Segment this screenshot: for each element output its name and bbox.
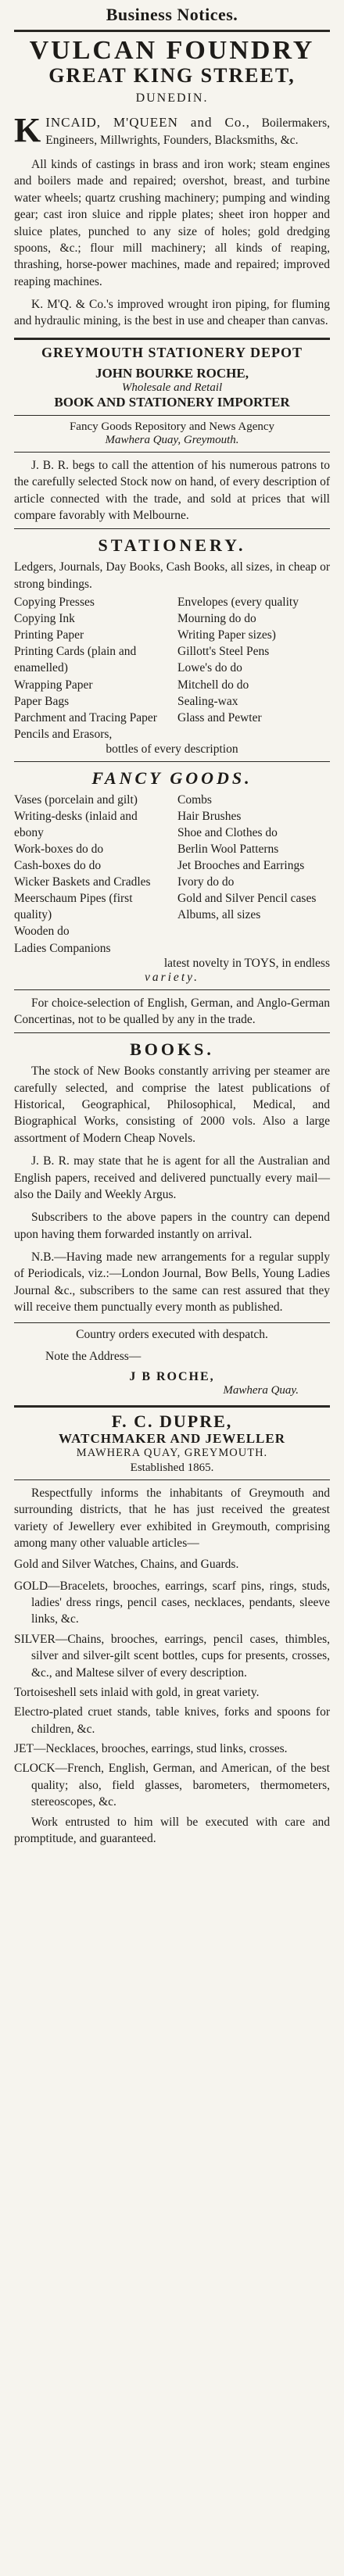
ad-city: DUNEDIN. — [135, 91, 209, 106]
ad-street: GREAT KING STREET, — [48, 63, 296, 87]
jet-items: JET—Necklaces, brooches, earrings, stud links, crosses. — [14, 1742, 288, 1756]
tortoiseshell-items: Tortoiseshell sets inlaid with gold, in great variety. — [14, 1685, 260, 1699]
stationery-list — [14, 594, 330, 742]
intro-paragraph — [14, 113, 330, 148]
established-line: Established 1865. — [130, 1461, 214, 1474]
signature: J B ROCHE, — [129, 1369, 215, 1383]
divider — [14, 452, 330, 453]
books-heading: BOOKS. — [130, 1039, 214, 1060]
stationery-lead: Ledgers, Journals, Day Books, Cash Books, all sizes, in cheap or strong bindings. — [14, 560, 330, 591]
divider — [14, 1032, 330, 1033]
divider — [14, 528, 330, 529]
toys-line: latest novelty in TOYS, in endless — [163, 956, 330, 970]
section-masthead: Business Notices. — [106, 5, 238, 24]
address-note: Note the Address— — [45, 1349, 142, 1363]
services-paragraph: All kinds of castings in brass and iron work; steam engines and boilers made and repaired; overshot, breast, and turbine water wheels; quartz crushing machinery; pumping and winding gear; cast iron sluice and ripple plates; sheet iron hopper and sluice plates, punched to any size of holes; gold dredging spoons, &c.; flour mill machinery; all kinds of reaping, thrashing, horse-power machines, made and repaired; improved reaping machines. — [14, 158, 330, 288]
signature-place: Mawhera Quay. — [223, 1383, 299, 1397]
gold-items: GOLD—Bracelets, brooches, earrings, scarf pins, rings, studs, ladies' dress rings, pencil cases, necklaces, pendants, sleeve links, &c. — [14, 1579, 330, 1626]
ad-title: GREYMOUTH STATIONERY DEPOT — [41, 344, 303, 360]
ad-title: VULCAN FOUNDRY — [29, 36, 315, 65]
intro-paragraph: J. B. R. begs to call the attention of his numerous patrons to the carefully selected Stock now on hand, of every description of article connected with the trade, and sold at prices that will compare favorably with Melbourne. — [14, 458, 330, 522]
proprietor-name: JOHN BOURKE ROCHE, — [95, 365, 249, 381]
business-title: WATCHMAKER AND JEWELLER — [59, 1430, 285, 1446]
divider — [14, 415, 330, 416]
fancy-goods-heading: FANCY GOODS. — [91, 767, 253, 788]
divider — [14, 989, 330, 990]
address-line: Mawhera Quay, Greymouth. — [105, 433, 239, 446]
divider — [14, 338, 330, 340]
divider — [14, 1479, 330, 1480]
intro-paragraph: Respectfully informs the inhabitants of Greymouth and surrounding districts, that he has just received the greatest variety of Jewellery ever exhibited in Greymouth, comprising among many other valuable articles— — [14, 1486, 330, 1550]
stationery-list-right: Envelopes (every quality Mourning do do Writing Paper sizes) Gillott's Steel Pens Lowe's do do Mitchell do do Sealing-wax Glass and Pewter — [177, 596, 299, 724]
silver-items: SILVER—Chains, brooches, earrings, pencil cases, thimbles, silver and silver-gilt scent bottles, cups for presents, crosses, &c., and Maltese silver of every description. — [14, 1632, 330, 1680]
divider — [14, 30, 330, 32]
repository-line: Fancy Goods Repository and News Agency — [69, 420, 275, 433]
stationery-depot-ad — [14, 345, 330, 1397]
toys-variety: variety. — [144, 970, 200, 984]
clock-items: CLOCK—French, English, German, and American, of the best quality; also, field glasses, barometers, thermometers, stereoscopes, &c. — [14, 1762, 330, 1809]
watches-line: Gold and Silver Watches, Chains, and Guards. — [14, 1558, 239, 1572]
trade-type: Wholesale and Retail — [121, 381, 223, 394]
drop-cap: K — [14, 111, 41, 150]
firm-trades: Boilermakers, Engineers, Millwrights, Founders, Blacksmiths, &c. — [45, 116, 331, 147]
stationery-list-left: Copying Presses Copying Ink Printing Paper Printing Cards (plain and enamelled) Wrapping Paper Paper Bags Parchment and Tracing Paper Pencils and Erasors, — [14, 596, 157, 741]
country-orders-line: Country orders executed with despatch. — [76, 1327, 268, 1341]
concertinas-paragraph: For choice-selection of English, German, and Anglo-German Concertinas, not to be qualled by any in the trade. — [14, 996, 330, 1026]
electroplate-items: Electro-plated cruet stands, table knives, forks and spoons for children, &c. — [14, 1705, 330, 1736]
fancy-goods-right: Combs Hair Brushes Shoe and Clothes do Berlin Wool Patterns Jet Brooches and Earrings Ivory do do Gold and Silver Pencil cases Albums, all sizes — [177, 792, 317, 922]
subscribers-paragraph: Subscribers to the above papers in the country can depend upon having them forwarded instantly on arrival. — [14, 1211, 330, 1241]
divider — [14, 1322, 330, 1323]
fancy-goods-list — [14, 792, 330, 957]
divider — [14, 761, 330, 762]
dupre-jeweller-ad — [14, 1412, 330, 1848]
ad-title: F. C. DUPRE, — [111, 1411, 233, 1431]
nb-paragraph: N.B.—Having made new arrangements for a regular supply of Periodicals, viz.:—London Journal, Bow Bells, Young Ladies Journal &c., subscribers to the same can rest assured that they will receive them punctually every month as published. — [14, 1250, 330, 1315]
work-paragraph: Work entrusted to him will be executed with care and promptitude, and guaranteed. — [14, 1815, 330, 1845]
piping-paragraph: K. M'Q. & Co.'s improved wrought iron piping, for fluming and hydraulic mining, is the best in use and cheaper than canvas. — [14, 298, 330, 328]
divider — [14, 1405, 330, 1408]
books-paragraph: The stock of New Books constantly arriving per steamer are carefully selected, and comprise the latest publications of Historical, Geographical, Philosophical, Medical, and Biographical Works, consisting of 2000 vols. Also a large assortment of Modern Cheap Novels. — [14, 1064, 330, 1145]
agent-paragraph: J. B. R. may state that he is agent for all the Australian and English papers, received and delivered punctually every mail—also the Daily and Weekly Argus. — [14, 1154, 330, 1201]
address-line: MAWHERA QUAY, GREYMOUTH. — [76, 1446, 268, 1459]
stationery-heading: STATIONERY. — [98, 535, 246, 556]
vulcan-foundry-ad — [14, 37, 330, 330]
stationery-tail: bottles of every description — [106, 742, 238, 756]
firm-name: INCAID, M'QUEEN and Co., — [45, 115, 250, 131]
fancy-goods-left: Vases (porcelain and gilt) Writing-desks (inlaid and ebony Work-boxes do do Cash-boxes do do Wicker Baskets and Cradles Meerschaum Pipes (first quality) Wooden do Ladies Companions — [14, 792, 151, 955]
business-title: BOOK AND STATIONERY IMPORTER — [54, 394, 290, 410]
